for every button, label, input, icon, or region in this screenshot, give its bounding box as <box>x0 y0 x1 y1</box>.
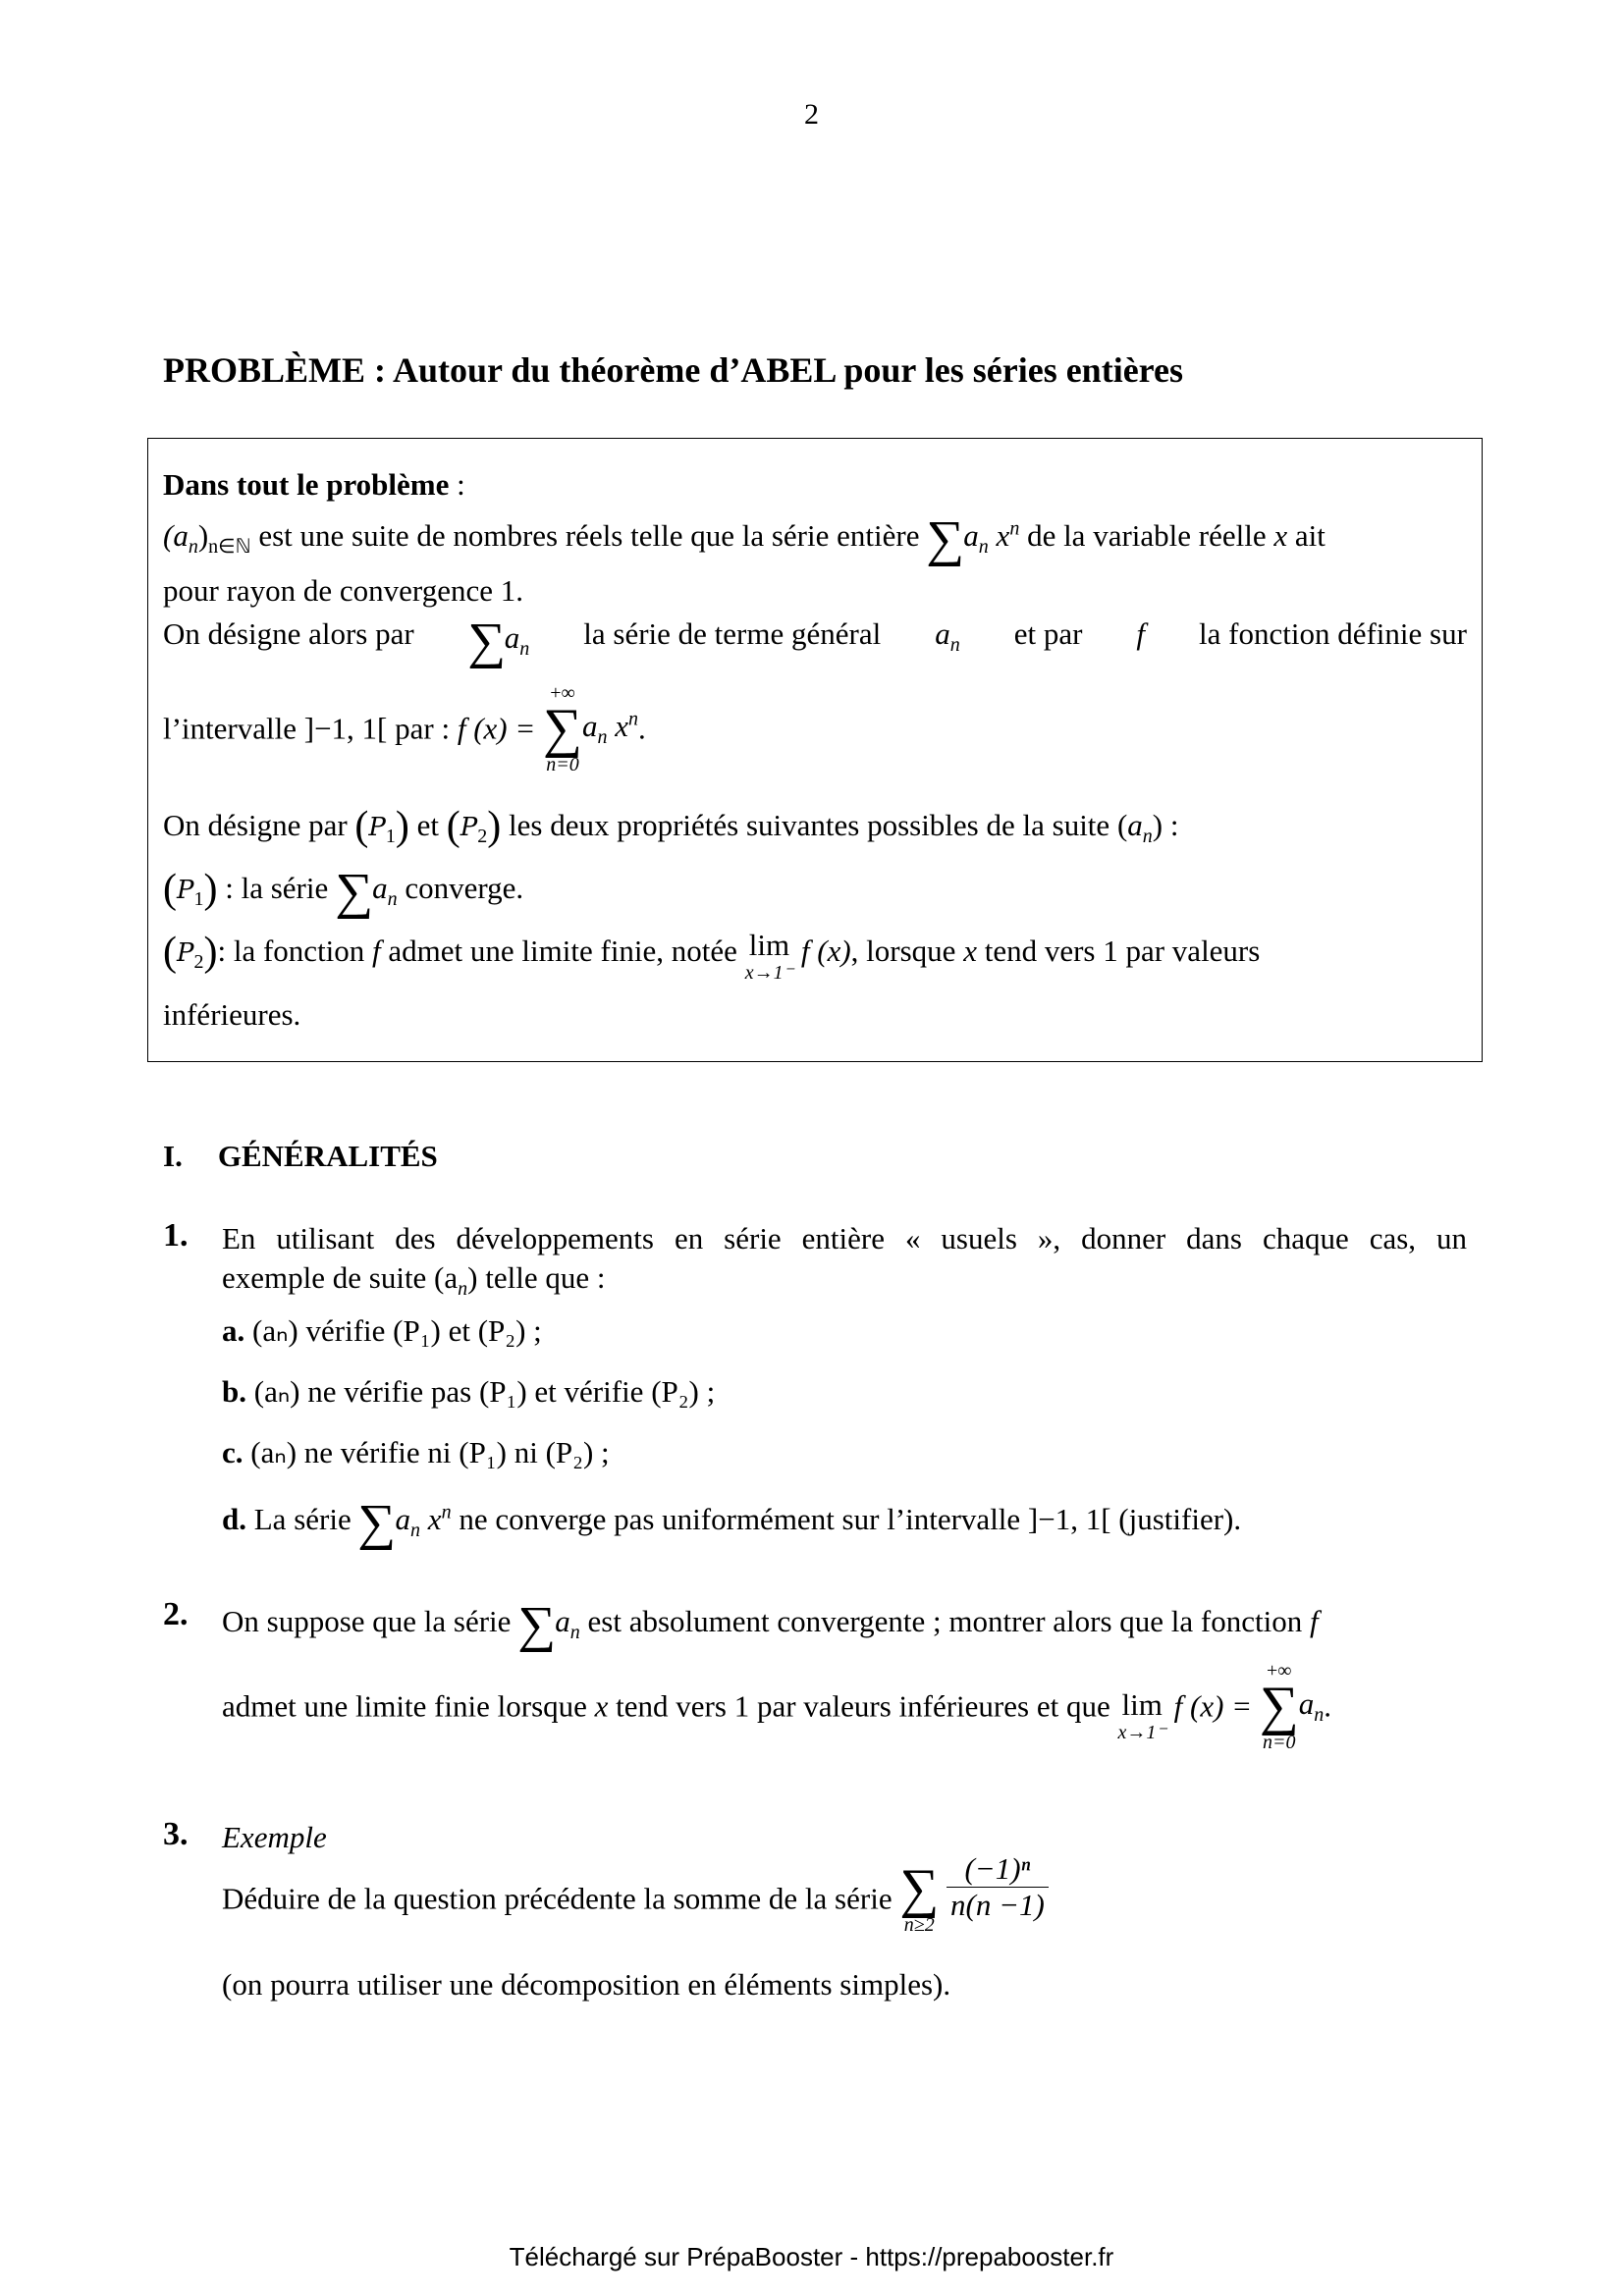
box-heading: Dans tout le problème : <box>163 467 465 502</box>
question-1-number: 1. <box>163 1217 189 1254</box>
question-1-text-2: exemple de suite $(a_n)$ telle que : <box>222 1260 606 1301</box>
question-2-number: 2. <box>163 1596 189 1632</box>
section-heading: I. GÉNÉRALITÉS <box>163 1139 438 1173</box>
problem-title: PROBLÈME : Autour du théorème d’ABEL pour les séries entières <box>163 350 1183 390</box>
question-1-item-b: b. (aₙ) ne vérifie pas (P₁) et vérifie (P₂) ; <box>222 1374 716 1409</box>
question-3-line-1: Déduire de la question précédente la somme de la série ∑ n≥2 $\frac{\text{(−1)ⁿ}}{n(n -1)}$ <box>222 1863 1049 1935</box>
property-p2: $(P_2)$: la fonction f admet une limite finie, notée lim x→1⁻ f (x), lorsque x tend vers 1 par valeurs <box>163 928 1261 985</box>
question-1-item-d: d. La série $\sum a_n$ $x^n$ ne converge pas uniformément sur l’intervalle ]−1, 1[ (justifier). <box>222 1495 1242 1551</box>
box-line-5: On désigne par $(P_1)$ et $(P_2)$ les deux propriétés suivantes possibles de la suite $(a_n)$ : <box>163 804 1179 849</box>
question-1-item-a: a. (aₙ) vérifie (P₁) et (P₂) ; <box>222 1313 542 1348</box>
footer-download-notice: Téléchargé sur PrépaBooster - https://prepabooster.fr <box>509 2242 1114 2271</box>
box-line-4: l’intervalle ]−1, 1[ par : f (x) = +∞ ∑ n=0 $a_n$ $x^n$. <box>163 682 646 776</box>
sum-symbol: ∑ <box>926 511 965 567</box>
page-number: 2 <box>804 98 819 131</box>
question-2-line-1: On suppose que la série $\sum a_n$ est absolument convergente ; montrer alors que la fonction f <box>222 1597 1319 1653</box>
question-2-line-2: admet une limite finie lorsque x tend vers 1 par valeurs inférieures et que lim x→1⁻ f (x) = +∞ ∑ n=0 $a_n$. <box>222 1660 1332 1754</box>
box-line-2: pour rayon de convergence 1. <box>163 573 523 608</box>
question-3-line-2: (on pourra utiliser une décomposition en éléments simples). <box>222 1967 951 2002</box>
question-3-number: 3. <box>163 1816 189 1852</box>
property-p1: $(P_1)$ : la série $\sum a_n$ converge. <box>163 864 524 920</box>
box-line-8: inférieures. <box>163 997 301 1032</box>
question-1-text: En utilisant des développements en série entière « usuels », donner dans chaque cas, un <box>222 1221 1467 1255</box>
box-line-3: On désigne alors par $\sum a_n$ la série de terme général $a_n$ et par f la fonction définie sur <box>163 614 1467 669</box>
question-3-heading: Exemple <box>222 1820 327 1854</box>
question-1-item-c: c. (aₙ) ne vérifie ni (P₁) ni (P₂) ; <box>222 1435 610 1469</box>
box-line-1: $(a_n)_{n\in ℕ}$ est une suite de nombres réels telle que la série entière $\sum a_n$ $x^n$ de la variable réelle x ait <box>163 511 1325 567</box>
